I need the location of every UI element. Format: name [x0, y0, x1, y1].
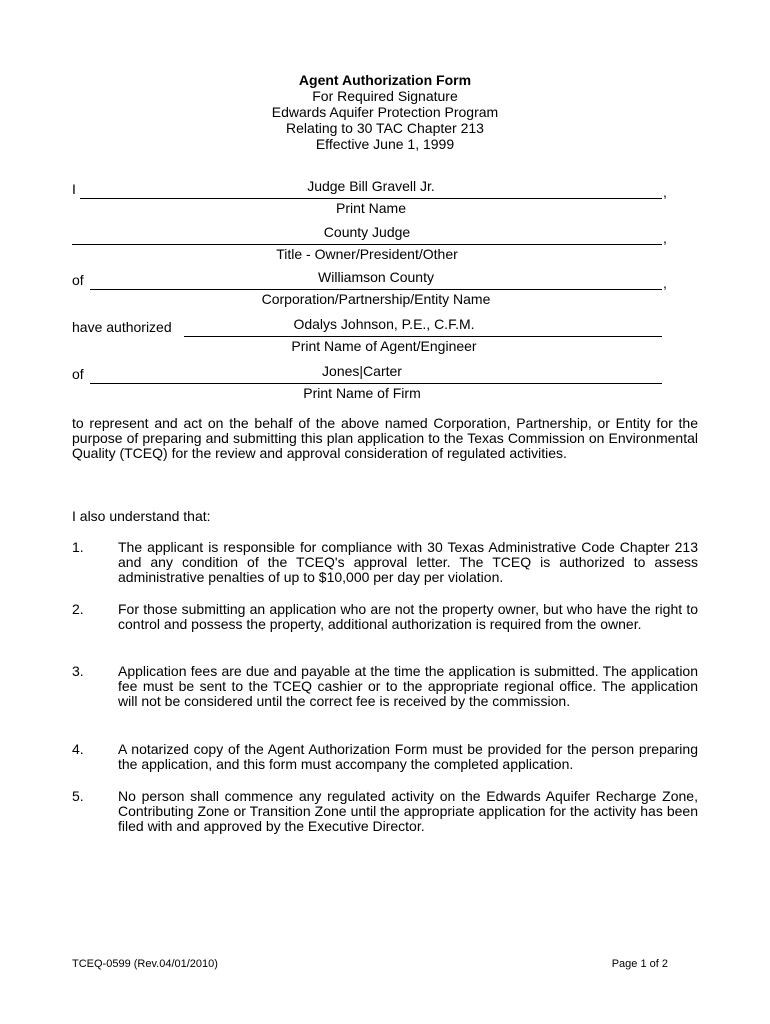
item-number: 1. — [72, 539, 84, 555]
item-number: 4. — [72, 741, 84, 757]
field-comma: , — [663, 230, 667, 246]
item-text: No person shall commence any regulated activity on the Edwards Aquifer Recharge Zone, Contributing Zone or Transition Zone until the appropriate application for the activity has been filed with and approved by the Executive Director. — [118, 788, 698, 834]
field-comma: , — [663, 184, 667, 200]
item-number: 2. — [72, 601, 84, 617]
print-name-caption: Print Name — [335, 200, 407, 216]
form-subtitle-3: Relating to 30 TAC Chapter 213 — [286, 120, 484, 136]
field-comma: , — [663, 275, 667, 291]
represent-paragraph: to represent and act on the behalf of the above named Corporation, Partnership, or Entity for the purpose of preparing and submitting this plan application to the Texas Commission on Environmental Quality (TCEQ) for the review and approval consideration of regulated activities. — [72, 415, 698, 461]
form-subtitle-4: Effective June 1, 1999 — [315, 136, 455, 152]
item-text: A notarized copy of the Agent Authorization Form must be provided for the person preparing the application, and this form must accompany the completed application. — [118, 741, 698, 772]
agent-caption: Print Name of Agent/Engineer — [291, 338, 477, 354]
understand-heading: I also understand that: — [72, 508, 211, 524]
field-prefix: I — [72, 181, 76, 197]
field-underline — [90, 289, 662, 290]
title-caption: Title - Owner/President/Other — [276, 246, 458, 262]
print-name-value[interactable]: Judge Bill Gravell Jr. — [307, 178, 435, 194]
field-underline — [184, 336, 662, 337]
form-subtitle-2: Edwards Aquifer Protection Program — [271, 104, 499, 120]
form-id: TCEQ-0599 (Rev.04/01/2010) — [72, 958, 218, 970]
item-text: For those submitting an application who are not the property owner, but who have the right to control and possess the property, additional authorization is required from the owner. — [118, 601, 698, 632]
field-prefix: of — [72, 272, 84, 288]
form-subtitle-1: For Required Signature — [312, 88, 458, 104]
field-underline — [72, 244, 662, 245]
field-underline — [90, 383, 662, 384]
field-agent — [72, 316, 672, 360]
agent-value[interactable]: Odalys Johnson, P.E., C.F.M. — [293, 316, 475, 332]
entity-value[interactable]: Williamson County — [318, 269, 434, 285]
field-firm — [72, 363, 672, 407]
item-number: 5. — [72, 788, 84, 804]
title-value[interactable]: County Judge — [323, 224, 411, 240]
field-prefix: of — [72, 366, 84, 382]
entity-caption: Corporation/Partnership/Entity Name — [261, 291, 491, 307]
field-title — [72, 224, 672, 268]
item-number: 3. — [72, 663, 84, 679]
field-prefix: have authorized — [72, 319, 172, 335]
field-entity — [72, 269, 672, 313]
item-text: The applicant is responsible for compliance with 30 Texas Administrative Code Chapter 213 and any condition of the TCEQ's approval letter. The TCEQ is authorized to assess administrative penalties of up to $10,000 per day per violation. — [118, 539, 698, 585]
field-underline — [80, 198, 662, 199]
firm-value[interactable]: Jones|Carter — [322, 363, 402, 379]
form-title: Agent Authorization Form — [298, 72, 472, 88]
firm-caption: Print Name of Firm — [303, 385, 421, 401]
item-text: Application fees are due and payable at the time the application is submitted. The application fee must be sent to the TCEQ cashier or to the appropriate regional office. The application will not be considered until the correct fee is received by the commission. — [118, 663, 698, 709]
form-header — [0, 72, 770, 152]
page-number: Page 1 of 2 — [611, 958, 668, 970]
field-print-name — [72, 178, 672, 222]
